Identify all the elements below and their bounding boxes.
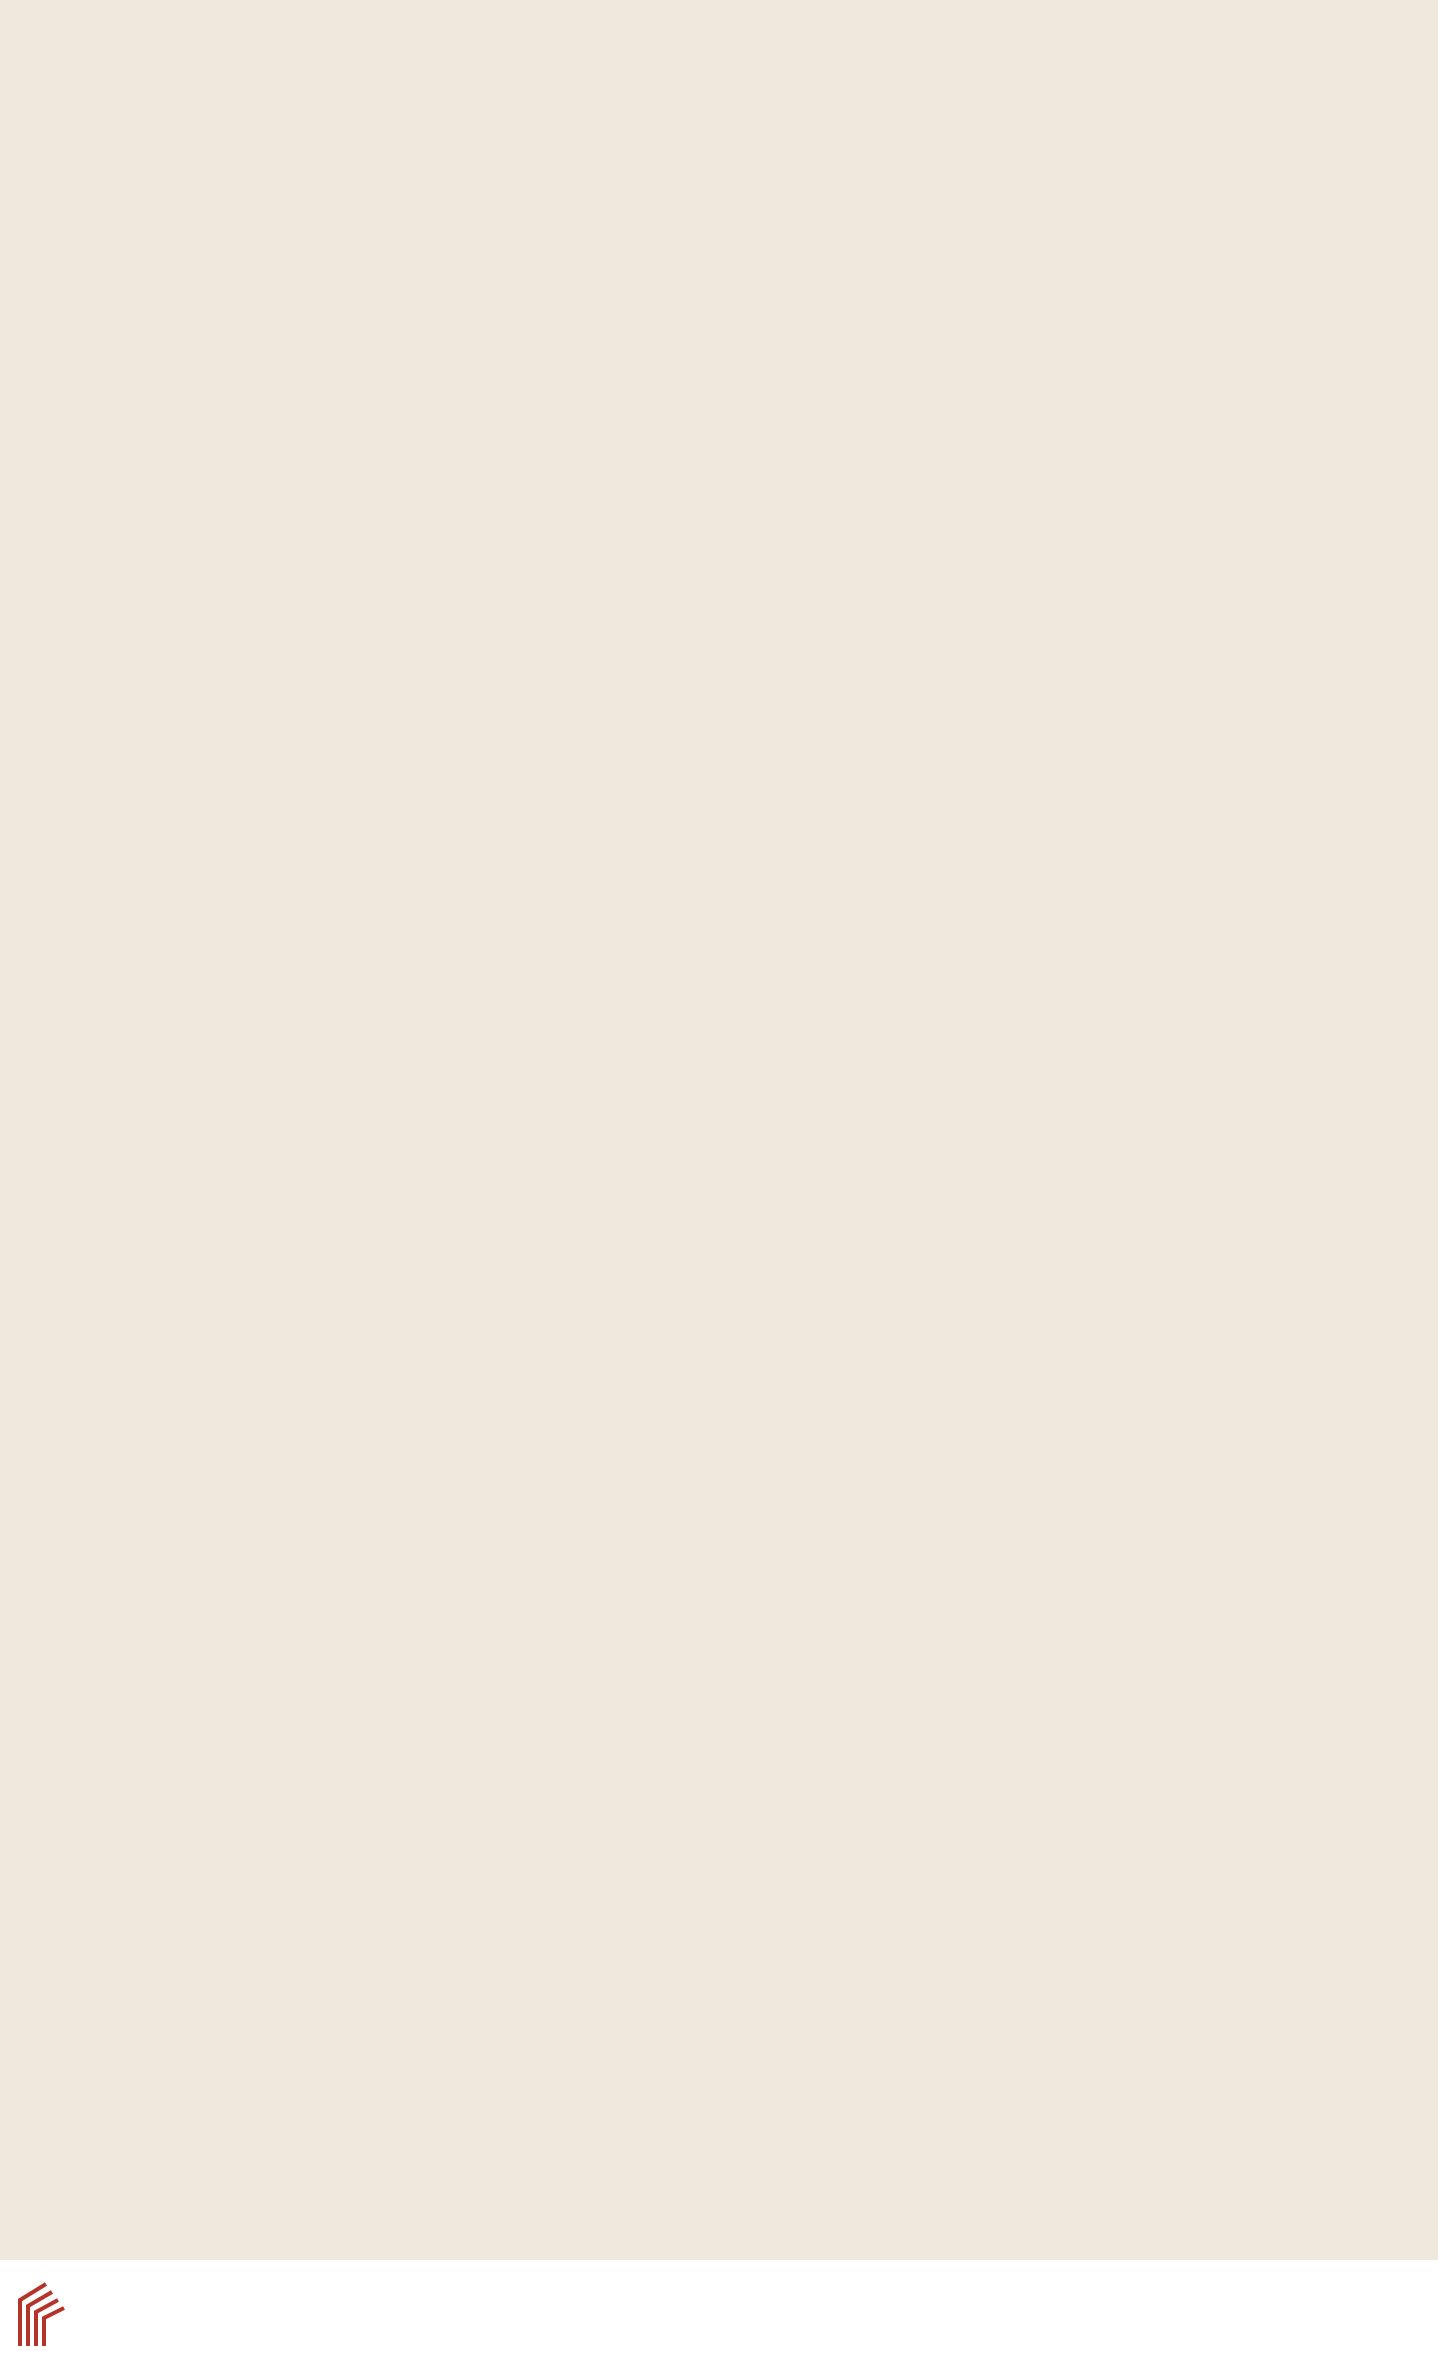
dfg-logo-icon [1276, 2300, 1416, 2350]
viewer-footer-bar [0, 2260, 1438, 2363]
university-library-logo-icon [12, 2280, 72, 2350]
